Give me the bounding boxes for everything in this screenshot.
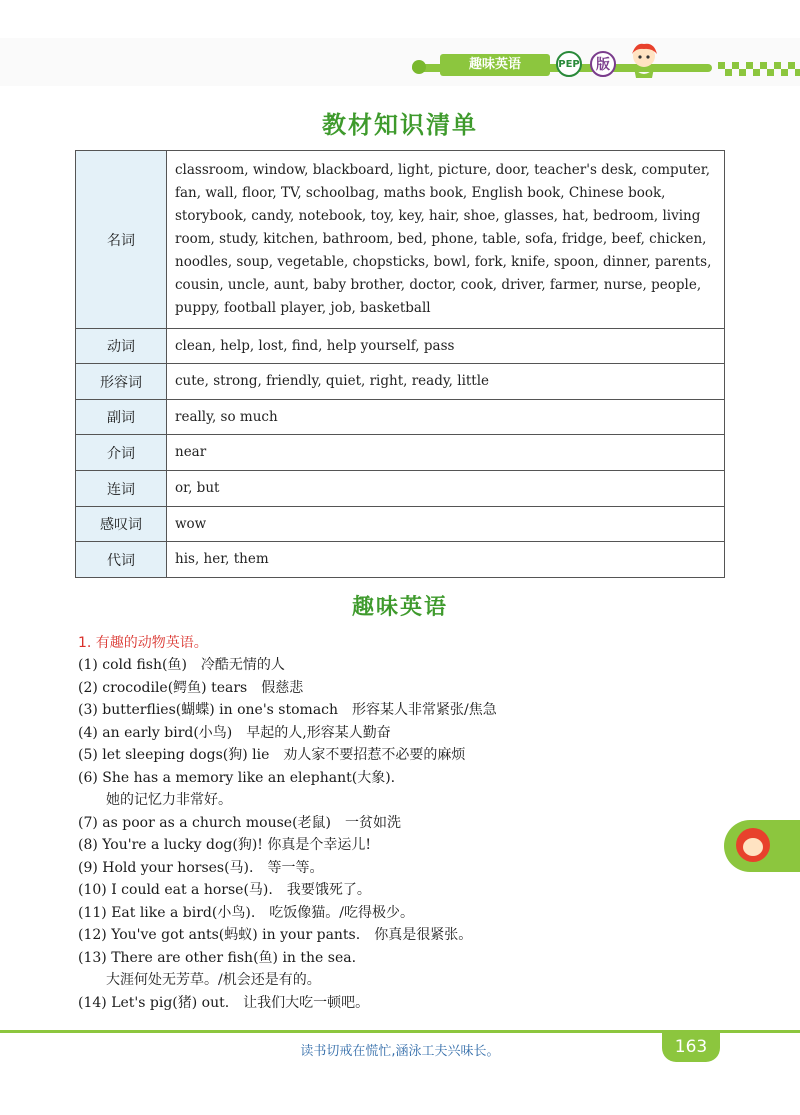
pep-badge: PEP [556, 51, 582, 77]
table-row [76, 329, 725, 364]
list-item: (13) There are other fish(鱼) in the sea. [78, 949, 357, 966]
list-item-translation: 大涯何处无芳草。/机会还是有的。 [106, 972, 321, 988]
idioms-heading: 1. 有趣的动物英语。 [78, 635, 208, 651]
list-item: (14) Let's pig(猪) out. 让我们大吃一顿吧。 [78, 994, 370, 1011]
part-of-speech-cell: 代词 [76, 542, 167, 578]
vocab-words-cell: cute, strong, friendly, quiet, right, ready, little [167, 364, 725, 400]
part-of-speech-cell: 感叹词 [76, 507, 167, 542]
list-item: (5) let sleeping dogs(狗) lie 劝人家不要招惹不必要的麻烦 [78, 747, 466, 763]
list-item: (9) Hold your horses(马). 等一等。 [78, 859, 324, 876]
list-item: (6) She has a memory like an elephant(大象). [78, 769, 396, 786]
list-item: (10) I could eat a horse(马). 我要饿死了。 [78, 882, 371, 898]
list-item: (12) You've got ants(蚂蚁) in your pants. 你真是很紧张。 [78, 927, 473, 943]
list-item: (8) You're a lucky dog(狗)! 你真是个幸运儿! [78, 837, 371, 853]
header-dot-icon [412, 60, 426, 74]
header-title: 趣味英语 [440, 54, 550, 76]
mascot-girl-icon [622, 40, 666, 80]
list-item: (2) crocodile(鳄鱼) tears 假慈悲 [78, 679, 304, 696]
list-item: (3) butterflies(蝴蝶) in one's stomach 形容某人非常紧张/焦急 [78, 702, 497, 718]
table-row [76, 151, 725, 329]
list-item: (7) as poor as a church mouse(老鼠) 一贫如洗 [78, 814, 401, 831]
part-of-speech-cell: 介词 [76, 435, 167, 471]
section-title-knowledge-list: 教材知识清单 [322, 110, 478, 139]
part-of-speech-cell: 动词 [76, 329, 167, 364]
animal-idioms-list [78, 632, 718, 1014]
vocab-words-cell: classroom, window, blackboard, light, picture, door, teacher's desk, computer, fan, wall, floor, TV, schoolbag, maths book, English book, Chinese book, storybook, candy, notebook, toy, key, hair, shoe, glasses, hat, bedroom, living room, study, kitchen, bathroom, bed, phone, table, sofa, fridge, beef, chicken, noodles, soup, vegetable, chopsticks, bowl, fork, knife, spoon, dinner, parents, cousin, uncle, aunt, baby brother, doctor, cook, driver, farmer, nurse, people, puppy, football player, job, basketball [167, 151, 725, 329]
part-of-speech-cell: 形容词 [76, 364, 167, 400]
table-row [76, 471, 725, 507]
table-row [76, 507, 725, 542]
checker-pattern [718, 62, 800, 76]
vocab-words-cell: wow [167, 507, 725, 542]
vocab-words-cell: or, but [167, 471, 725, 507]
part-of-speech-cell: 连词 [76, 471, 167, 507]
mascot-face-icon [736, 828, 770, 862]
list-item: (1) cold fish(鱼) 冷酷无情的人 [78, 657, 285, 673]
vocab-words-cell: really, so much [167, 400, 725, 435]
footer-motto: 读书切戒在慌忙,涵泳工夫兴味长。 [300, 1044, 500, 1059]
list-item: (11) Eat like a bird(小鸟). 吃饭像猫。/吃得极少。 [78, 904, 414, 921]
list-item: (4) an early bird(小鸟) 早起的人,形容某人勤奋 [78, 724, 391, 741]
page-number: 163 [662, 1032, 720, 1062]
list-item-translation: 她的记忆力非常好。 [106, 792, 232, 808]
vocab-words-cell: clean, help, lost, find, help yourself, pass [167, 329, 725, 364]
part-of-speech-cell: 名词 [76, 151, 167, 329]
table-row [76, 435, 725, 471]
section-title-fun-english: 趣味英语 [351, 594, 448, 620]
edition-badge: 版 [590, 51, 616, 77]
vocabulary-table [75, 150, 725, 578]
table-row [76, 400, 725, 435]
vocab-words-cell: near [167, 435, 725, 471]
vocab-words-cell: his, her, them [167, 542, 725, 578]
table-row [76, 364, 725, 400]
part-of-speech-cell: 副词 [76, 400, 167, 435]
table-row [76, 542, 725, 578]
